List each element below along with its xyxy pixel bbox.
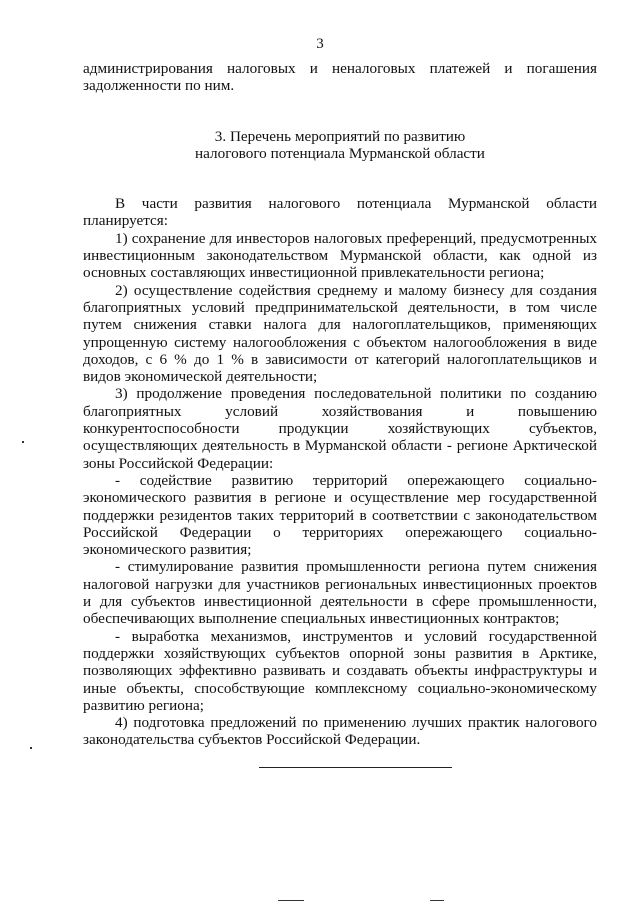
paragraph-item-4: 4) подготовка предложений по применению лучших практик налогового законодательства субъектов Российской Федерации.	[83, 714, 597, 749]
scan-artifact-mark	[278, 900, 304, 901]
paragraph-item-2: 2) осуществление содействия среднему и малому бизнесу для создания благоприятных условий предпринимательской деятельности, в том числе путем снижения ставки налога для налогоплательщиков, применяющих упрощенную систему налогообложения с объектом налогообложения в виде доходов, с 6 % до 1 % в зависимости от категорий налогоплательщиков и видов экономической деятельности;	[83, 281, 597, 386]
page-number: 3	[316, 36, 324, 52]
end-rule	[259, 767, 452, 768]
intro-fragment: администрирования налоговых и неналоговых платежей и погашения задолженности по ним.	[83, 60, 597, 95]
scan-artifact-mark	[30, 747, 32, 749]
paragraph-subitem-arctic: - выработка механизмов, инструментов и условий государственной поддержки хозяйствующих субъектов опорной зоны развития в Арктике, позволяющих эффективно развивать и создавать объекты инфраструктуры и иные объекты, способствующие комплексному социально-экономическому развитию региона;	[83, 627, 597, 714]
paragraph-item-1: 1) сохранение для инвесторов налоговых преференций, предусмотренных инвестиционным законодательством Мурманской области, как одной из основных составляющих инвестиционной привлекательности региона;	[83, 229, 597, 282]
paragraph-subitem-industry: - стимулирование развития промышленности региона путем снижения налоговой нагрузки для участников региональных инвестиционных проектов и для субъектов инвестиционной деятельности в сфере промышленности, обеспечивающих выполнение специальных инвестиционных контрактов;	[83, 558, 597, 628]
paragraph-subitem-toser: - содействие развитию территорий опережающего социально-экономического развития в регионе и осуществление мер государственной поддержки резидентов таких территорий в соответствии с законодательством Российской Федерации о территориях опережающего социально-экономического развития;	[83, 471, 597, 559]
section-title-line-1: 3. Перечень мероприятий по развитию	[214, 127, 466, 145]
scan-artifact-mark	[22, 441, 24, 443]
section-heading	[83, 128, 597, 163]
paragraph-plan-intro: В части развития налогового потенциала Мурманской области планируется:	[83, 195, 597, 230]
document-body	[83, 60, 597, 749]
scan-artifact-mark	[430, 900, 444, 901]
paragraph-item-3: 3) продолжение проведения последовательной политики по созданию благоприятных условий хозяйствования и повышению конкурентоспособности продукции хозяйствующих субъектов, осуществляющих деятельность в Мурманской области - регионе Арктической зоны Российской Федерации:	[83, 385, 597, 472]
section-title-line-2: налогового потенциала Мурманской области	[195, 144, 485, 162]
